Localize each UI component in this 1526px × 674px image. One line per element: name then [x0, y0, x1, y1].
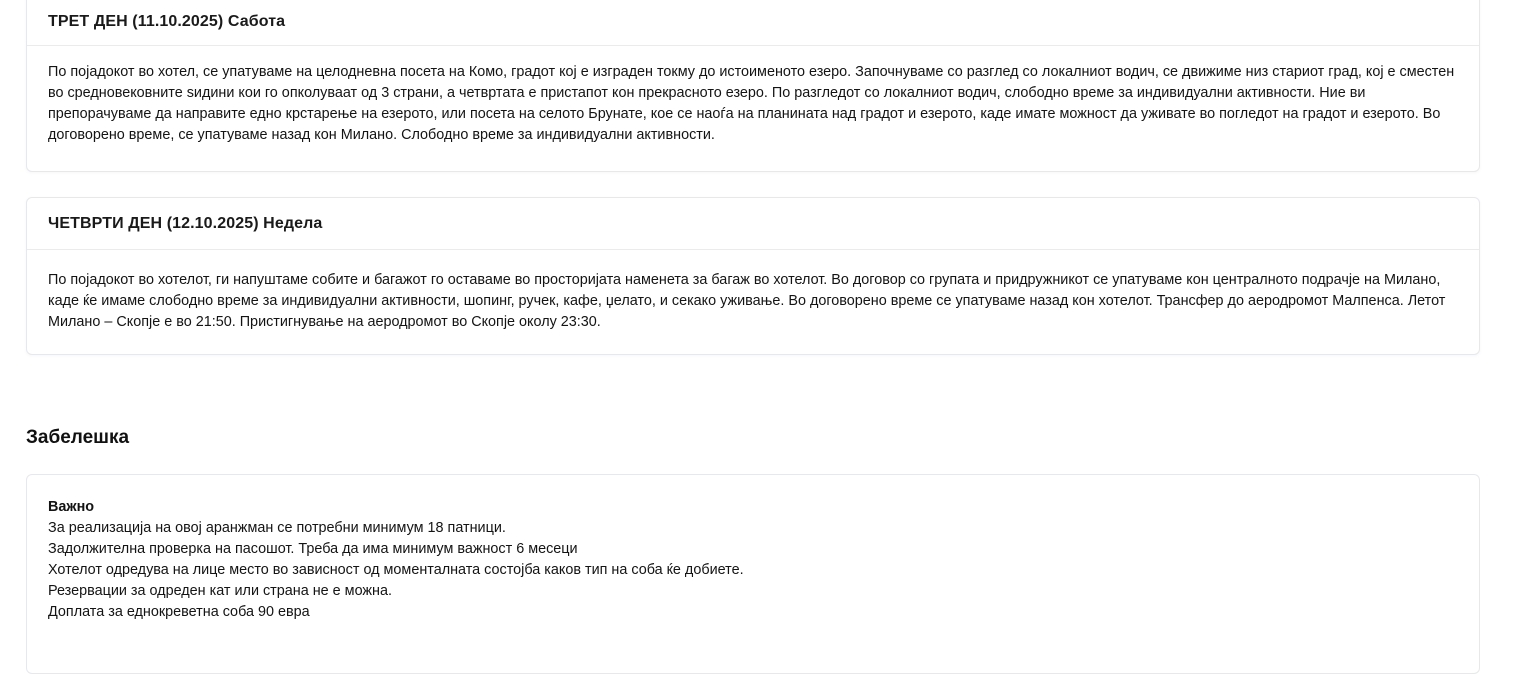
- note-line: Хотелот одредува на лице место во зависност од моменталната состојба каков тип на соба ќе добиете.: [48, 562, 744, 578]
- important-label: Важно: [48, 499, 95, 515]
- notes-card: [26, 474, 1480, 674]
- day-description: По појадокот во хотел, се упатуваме на целодневна посета на Комо, градот кој е изграден токму до истоимeното езеро. Започнуваме со разглед со локалниот водич, се движиме низ стариот град, кој е сместен во средновековните ѕидини кои го опколуваат од 3 страни, а четвртата е пристапот кон прекрасното езеро. По разгледот со локалниот водич, слободно време за индивидуални активности. Ние ви препорачуваме да направите едно крстарење на езерото, или посета на селото Брунате, кое се наоѓа на планината над градот и езерото, каде имате можност да уживате во погледот на градот и езерото. Во договорено време, се упатуваме назад кон Милано. Слободно време за индивидуални активности.: [48, 64, 1455, 143]
- notes-heading: Забелешка: [26, 427, 130, 448]
- day-card-header: [27, 0, 1479, 46]
- day-card-header: [27, 198, 1479, 250]
- day-title: ЧЕТВРТИ ДЕН (12.10.2025) Недела: [48, 214, 323, 232]
- note-line: Резервации за одреден кат или страна не е можна.: [48, 583, 392, 599]
- day-description: По појадокот во хотелот, ги напуштаме собите и багажот го оставаме во просторијата наменета за багаж во хотелот. Во договор со групата и придружникот се упатуваме кон централното подрачје на Милано, каде ќе имаме слободно време за индивидуални активности, шопинг, ручек, кафе, џелато, и секако уживање. Во договорено време се упатуваме назад кон хотелот. Трансфер до аеродромот Малпенса. Летот Милано – Скопје е во 21:50. Пристигнување на аеродромот во Скопје околу 23:30.: [48, 272, 1446, 330]
- note-line: За реализација на овој аранжман се потребни минимум 18 патници.: [48, 520, 506, 536]
- day-card-fourth: [26, 197, 1480, 355]
- note-line: Доплата за еднокреветна соба 90 евра: [48, 604, 310, 620]
- day-title: ТРЕТ ДЕН (11.10.2025) Сабота: [48, 12, 286, 30]
- note-line: Задолжителна проверка на пасошот. Треба да има минимум важност 6 месеци: [48, 541, 578, 557]
- day-card-third: [26, 0, 1480, 172]
